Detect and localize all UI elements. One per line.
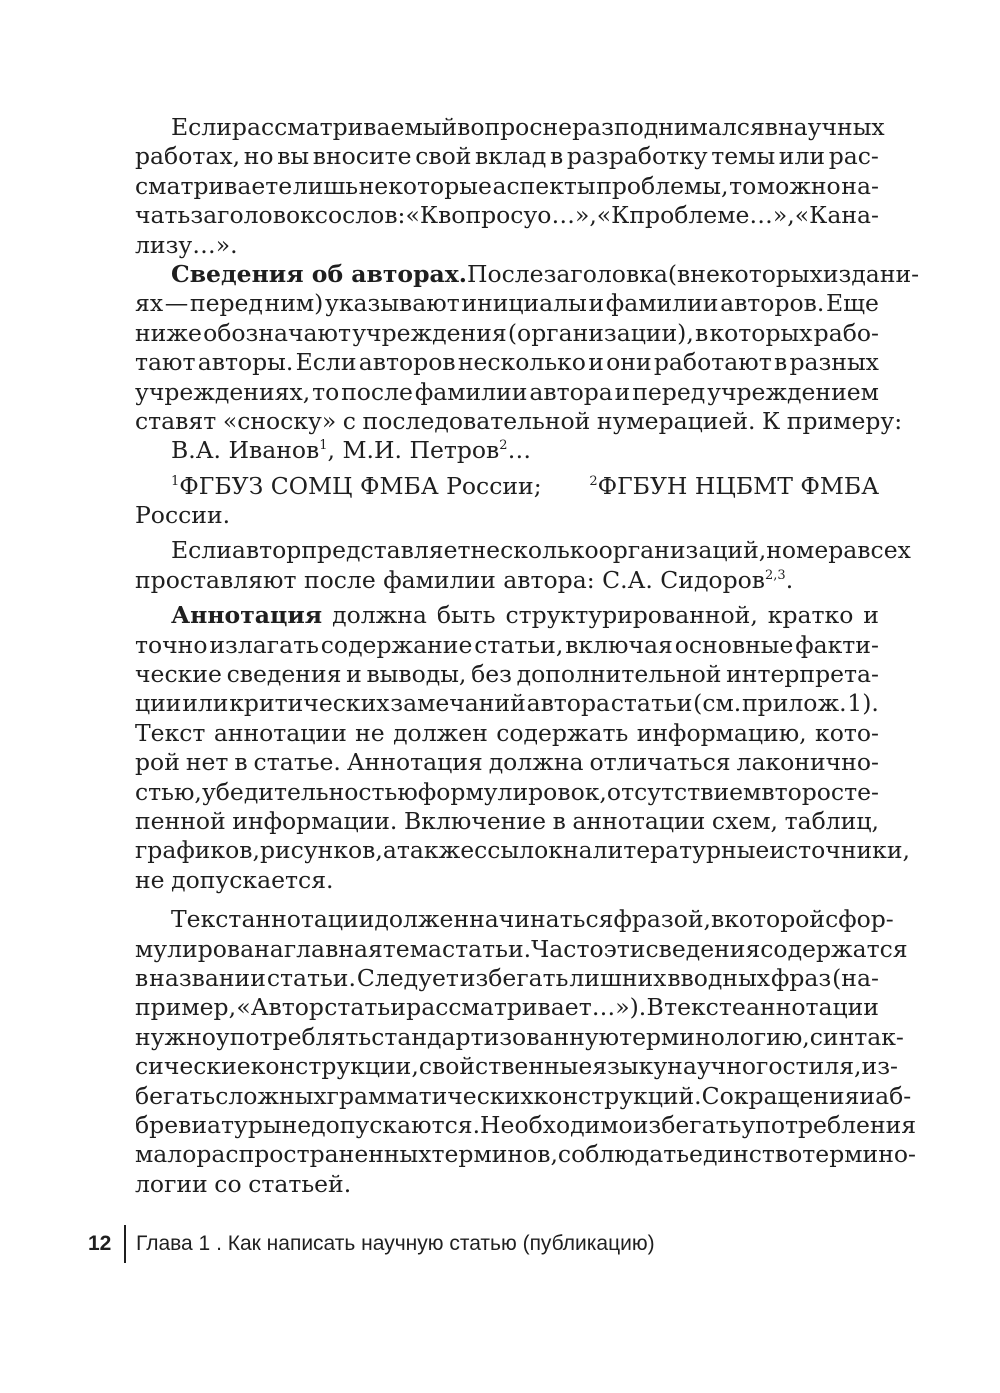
word: начинаться xyxy=(469,905,614,934)
text-line xyxy=(135,113,885,142)
word: После xyxy=(466,259,544,288)
text-line xyxy=(135,348,879,377)
word: отличаться xyxy=(589,748,731,777)
word: они xyxy=(606,348,652,377)
word: лишних xyxy=(569,963,667,992)
text-line xyxy=(135,601,879,630)
text-line xyxy=(135,748,879,777)
word: обозначают xyxy=(203,318,352,347)
word: грамматических xyxy=(326,1081,534,1110)
word: Текст xyxy=(135,718,206,747)
word: которых xyxy=(709,318,813,347)
word: ниже xyxy=(135,318,202,347)
word: статьи xyxy=(324,993,406,1022)
word: или xyxy=(182,689,229,718)
word: Если xyxy=(295,348,357,377)
paragraph-multiple-orgs xyxy=(135,536,911,595)
page-body xyxy=(135,113,920,1199)
section-heading-annotation: Аннотация xyxy=(171,601,323,630)
word: пенной xyxy=(135,806,226,835)
word: которой xyxy=(724,905,826,934)
word: не xyxy=(135,865,165,894)
text-line xyxy=(135,689,879,718)
word: названии xyxy=(149,963,266,992)
text-line xyxy=(135,964,879,993)
word: перед xyxy=(632,377,706,406)
word: убедительностью xyxy=(201,777,418,806)
chapter-title: Глава 1 . Как написать научную статью (публикацию) xyxy=(136,1232,655,1255)
text-line xyxy=(135,231,879,260)
word: статьи xyxy=(610,689,693,718)
word: несколько xyxy=(470,536,599,565)
word: «К xyxy=(596,201,630,230)
text-line xyxy=(135,866,879,895)
word: а xyxy=(382,836,397,865)
word: информации. xyxy=(232,806,398,835)
word: рассматривает…»). xyxy=(406,993,647,1022)
word: В xyxy=(646,993,664,1022)
word: графиков, xyxy=(135,836,260,865)
word: второсте- xyxy=(761,777,879,806)
word: нумерацией. xyxy=(596,406,756,435)
word: эти xyxy=(603,934,646,963)
word: и xyxy=(346,660,362,689)
word: допускается. xyxy=(171,865,334,894)
word: несколько xyxy=(457,348,586,377)
word: сматриваете xyxy=(135,171,293,200)
text-line xyxy=(135,566,879,595)
word: бегать xyxy=(135,1081,216,1110)
footnote-mark: 1 xyxy=(319,438,328,454)
word: статьей. xyxy=(248,1169,352,1198)
word: таблиц, xyxy=(784,806,879,835)
word: аннотации xyxy=(746,993,879,1022)
word: фразой, xyxy=(613,905,711,934)
paragraph-annotation xyxy=(135,601,910,895)
word: Включение xyxy=(403,806,547,835)
word: на xyxy=(562,836,593,865)
text-line xyxy=(135,406,903,436)
word: содержать xyxy=(496,718,629,747)
word: в xyxy=(552,806,566,835)
text-line xyxy=(135,1081,912,1111)
word: Необходимо xyxy=(480,1110,633,1139)
word: и xyxy=(614,377,631,406)
affiliation-continuation-line xyxy=(135,501,879,530)
word: логии xyxy=(135,1169,208,1198)
text-line xyxy=(135,1140,916,1169)
word: избегать xyxy=(459,963,569,992)
word: авторов. xyxy=(720,289,825,318)
ellipsis: … xyxy=(507,436,532,465)
word: малораспространенных xyxy=(135,1140,432,1169)
text-line xyxy=(135,1170,879,1199)
word: аспекты xyxy=(492,171,596,200)
text-segment xyxy=(171,472,542,501)
word: то xyxy=(729,171,757,200)
word: сведения xyxy=(226,660,342,689)
word: схем, xyxy=(711,806,778,835)
word: стиля, xyxy=(782,1052,862,1081)
word: свой xyxy=(415,142,472,171)
word: должен xyxy=(393,718,488,747)
text-line xyxy=(135,631,879,660)
word: работах, xyxy=(135,142,241,171)
word: не xyxy=(355,718,385,747)
word: некоторые xyxy=(358,171,492,200)
word: аннотации xyxy=(572,806,706,835)
word: допускаются. xyxy=(311,1110,481,1139)
word: аннотации xyxy=(241,905,375,934)
word: в xyxy=(773,348,788,377)
word: структурированной, xyxy=(505,601,758,630)
word: последовательной xyxy=(362,406,591,435)
word: вы xyxy=(277,142,310,171)
footer-divider xyxy=(124,1225,126,1263)
word: факти- xyxy=(795,630,879,659)
word: можно xyxy=(756,171,841,200)
word: учреждения xyxy=(352,318,507,347)
word: главная xyxy=(283,934,383,963)
text-line xyxy=(135,289,879,318)
word: статьи. xyxy=(266,963,356,992)
word: проблемы, xyxy=(596,171,729,200)
text-segment xyxy=(135,566,793,595)
word: ческие xyxy=(135,660,222,689)
word: (см. xyxy=(693,689,742,718)
word: употреблять xyxy=(215,1022,372,1051)
word: Еще xyxy=(826,289,879,318)
word: тема xyxy=(382,934,442,963)
word: (на- xyxy=(832,963,879,992)
word: всех xyxy=(857,536,911,565)
word: должен xyxy=(374,905,470,934)
word: рас- xyxy=(828,142,879,171)
word: 1). xyxy=(847,689,879,718)
page-number: 12 xyxy=(88,1232,112,1255)
word: аннотации xyxy=(213,718,347,747)
text-line xyxy=(135,778,879,807)
word: в xyxy=(764,113,778,141)
word: бревиатуры xyxy=(135,1110,282,1139)
text-line xyxy=(135,1022,904,1052)
word: и xyxy=(588,289,605,318)
word: примеру: xyxy=(786,406,903,435)
word: терминологию, xyxy=(619,1022,810,1051)
word: должна xyxy=(488,748,584,777)
word: «К xyxy=(794,201,828,230)
author-name: В.А. Иванов xyxy=(171,436,320,465)
word: кото- xyxy=(815,718,879,747)
word: авторы. xyxy=(197,348,294,377)
paragraph-authors xyxy=(135,259,920,436)
word: не xyxy=(281,1110,312,1139)
word: представляет xyxy=(301,536,471,565)
text-segment xyxy=(589,472,879,501)
text-segment: проставляют после фамилии автора: С.А. Сидоров xyxy=(135,565,765,594)
word: аб- xyxy=(875,1081,912,1110)
word: К xyxy=(762,406,781,435)
word: проблеме…», xyxy=(629,201,795,230)
word: Текст xyxy=(171,905,242,934)
word: и xyxy=(588,348,604,377)
word: издани- xyxy=(822,259,920,288)
word: интерпрета- xyxy=(726,660,879,689)
word: тают xyxy=(135,348,196,377)
footnote-mark: 1 xyxy=(171,473,180,489)
word: термино- xyxy=(802,1140,916,1169)
word: вклад xyxy=(475,142,547,171)
word: (в xyxy=(667,259,691,288)
word: в xyxy=(550,142,564,171)
word: выводы, xyxy=(366,660,467,689)
word: работают xyxy=(653,348,772,377)
text-line xyxy=(135,536,911,565)
word: разных xyxy=(789,348,879,377)
word: лаконично- xyxy=(736,748,879,777)
word: на- xyxy=(841,171,879,200)
word: в xyxy=(135,963,149,992)
word: организаций, xyxy=(598,536,767,565)
word: нужно xyxy=(135,1022,216,1051)
word: статье. xyxy=(253,748,341,777)
word: рассматриваемый xyxy=(231,113,458,141)
word: терминов, xyxy=(431,1140,558,1169)
word: также xyxy=(396,836,475,865)
word: со xyxy=(314,201,343,230)
author-name: , М.И. Петров xyxy=(327,436,500,465)
word: источники, xyxy=(769,836,910,865)
text-line xyxy=(135,259,920,289)
text-line xyxy=(135,172,879,201)
word: излагать xyxy=(209,630,319,659)
word: или xyxy=(778,142,826,171)
word: и xyxy=(863,601,879,630)
word: единство xyxy=(689,1140,803,1169)
word: пример, xyxy=(135,993,237,1022)
word: рой xyxy=(135,748,180,777)
word: ции xyxy=(135,689,182,718)
word: с xyxy=(342,406,356,435)
word: отсутствием xyxy=(606,777,762,806)
footnote-mark: 2,3 xyxy=(765,567,786,583)
word: разработку xyxy=(566,142,708,171)
word: не xyxy=(542,113,573,141)
word: «сноску» xyxy=(222,406,337,435)
author-example-line xyxy=(135,436,879,465)
word: фамилии xyxy=(414,377,528,406)
paragraph-intro xyxy=(135,113,885,260)
word: ана- xyxy=(827,201,879,230)
word: рисунков, xyxy=(259,836,383,865)
word: учреждением xyxy=(707,377,879,406)
word: сические xyxy=(135,1052,251,1081)
word: вопросу xyxy=(438,201,538,230)
text-line xyxy=(135,719,879,748)
word: научных xyxy=(778,113,885,141)
text-line xyxy=(135,660,879,689)
word: чать xyxy=(135,201,191,230)
word: вносите xyxy=(312,142,412,171)
text-line xyxy=(135,905,894,934)
word: сфор- xyxy=(825,905,894,934)
word: основные xyxy=(674,630,794,659)
word: автор xyxy=(231,536,302,565)
word: языку xyxy=(592,1052,668,1081)
paragraph-annotation-lines xyxy=(135,630,910,896)
word: соблюдать xyxy=(557,1140,690,1169)
word: автора xyxy=(529,377,613,406)
word: прилож. xyxy=(742,689,847,718)
word: лизу…». xyxy=(135,230,238,259)
word: свойственные xyxy=(418,1052,593,1081)
word: конструкций. xyxy=(533,1081,702,1110)
word: заголовок xyxy=(190,201,315,230)
text-line xyxy=(135,378,879,407)
footnote-mark: 2 xyxy=(499,438,508,454)
text-line xyxy=(135,934,908,964)
word: кратко xyxy=(767,601,854,630)
word: замечаний xyxy=(390,689,526,718)
word: инициалы xyxy=(461,289,587,318)
word: фамилии xyxy=(605,289,719,318)
word: статьи. xyxy=(442,934,532,963)
word: критических xyxy=(229,689,390,718)
word: дополнительной xyxy=(516,660,722,689)
word: — xyxy=(164,289,189,318)
word: ним) xyxy=(264,289,324,318)
word: мулирована xyxy=(135,934,284,963)
word: фраз xyxy=(770,963,832,992)
word: авторов xyxy=(358,348,456,377)
word: слов: xyxy=(342,201,406,230)
paragraph-annotation-text xyxy=(135,905,917,1199)
word: избегать xyxy=(632,1110,742,1139)
word: статьи, xyxy=(474,630,564,659)
word: в xyxy=(234,748,248,777)
word: рабо- xyxy=(813,318,879,347)
text-segment: . xyxy=(785,565,794,594)
word: вводных xyxy=(667,963,771,992)
page-footer xyxy=(88,1226,655,1262)
word: в xyxy=(710,905,725,934)
word: номера xyxy=(766,536,858,565)
word: литературные xyxy=(592,836,770,865)
word: научного xyxy=(667,1052,783,1081)
word: то xyxy=(312,377,340,406)
word: содержание xyxy=(320,630,473,659)
word: лишь xyxy=(292,171,359,200)
affiliation-line xyxy=(135,472,879,501)
affiliation-text: ФГБУЗ СОМЦ ФМБА России; xyxy=(179,471,542,500)
word: заголовка xyxy=(543,259,668,288)
word: ставят xyxy=(135,406,217,435)
text-segment xyxy=(171,436,531,465)
footnote-mark: 2 xyxy=(589,473,598,489)
word: стью, xyxy=(135,777,202,806)
word: Если xyxy=(171,536,232,565)
paragraph-authors-lines xyxy=(135,289,903,436)
word: стандартизованную xyxy=(371,1022,620,1051)
word: раз xyxy=(572,113,614,141)
word: «Автор xyxy=(236,993,324,1022)
word: ях xyxy=(135,289,164,318)
word: из- xyxy=(861,1052,898,1081)
word: «К xyxy=(405,201,439,230)
word: точно xyxy=(135,630,208,659)
word: употребления xyxy=(741,1110,917,1139)
word: о…», xyxy=(537,201,597,230)
word: указывают xyxy=(325,289,460,318)
word: и xyxy=(859,1081,876,1110)
word: темы xyxy=(711,142,776,171)
text-line xyxy=(135,142,879,171)
word: Часто xyxy=(531,934,604,963)
word: сведения xyxy=(645,934,761,963)
word: Сокращения xyxy=(701,1081,860,1110)
word: конструкции, xyxy=(250,1052,419,1081)
text-line xyxy=(135,201,879,230)
word: должна xyxy=(332,601,427,630)
word: вопрос xyxy=(457,113,543,141)
word: включая xyxy=(565,630,673,659)
word: в xyxy=(695,318,709,347)
word: автора xyxy=(526,689,611,718)
word: ссылок xyxy=(474,836,563,865)
text-line xyxy=(135,836,910,865)
paragraph-gap xyxy=(135,895,879,905)
word: быть xyxy=(436,601,496,630)
text-line xyxy=(135,1110,917,1140)
word: Следует xyxy=(356,963,459,992)
word: перед xyxy=(189,289,263,318)
text-line xyxy=(135,1052,898,1081)
word: информацию, xyxy=(636,718,807,747)
word: Если xyxy=(171,113,232,141)
word: сложных xyxy=(215,1081,327,1110)
section-heading-authors: Сведения об авторах. xyxy=(171,259,467,288)
word: (организации), xyxy=(507,318,694,347)
word: Аннотация xyxy=(346,748,483,777)
affiliation-text: России. xyxy=(135,501,231,530)
word: но xyxy=(243,142,274,171)
word: некоторых xyxy=(690,259,823,288)
text-line xyxy=(135,319,879,348)
text-line xyxy=(135,993,879,1022)
affiliation-text: ФГБУН НЦБМТ ФМБА xyxy=(597,471,879,500)
text-line xyxy=(135,807,879,836)
word: синтак- xyxy=(809,1022,904,1051)
word: со xyxy=(214,1169,242,1198)
word: учреждениях, xyxy=(135,377,311,406)
word: содержатся xyxy=(760,934,908,963)
word: без xyxy=(471,660,512,689)
word: поднимался xyxy=(613,113,765,141)
word: после xyxy=(341,377,413,406)
word: нет xyxy=(185,748,229,777)
word: формулировок, xyxy=(417,777,607,806)
word: тексте xyxy=(664,993,746,1022)
